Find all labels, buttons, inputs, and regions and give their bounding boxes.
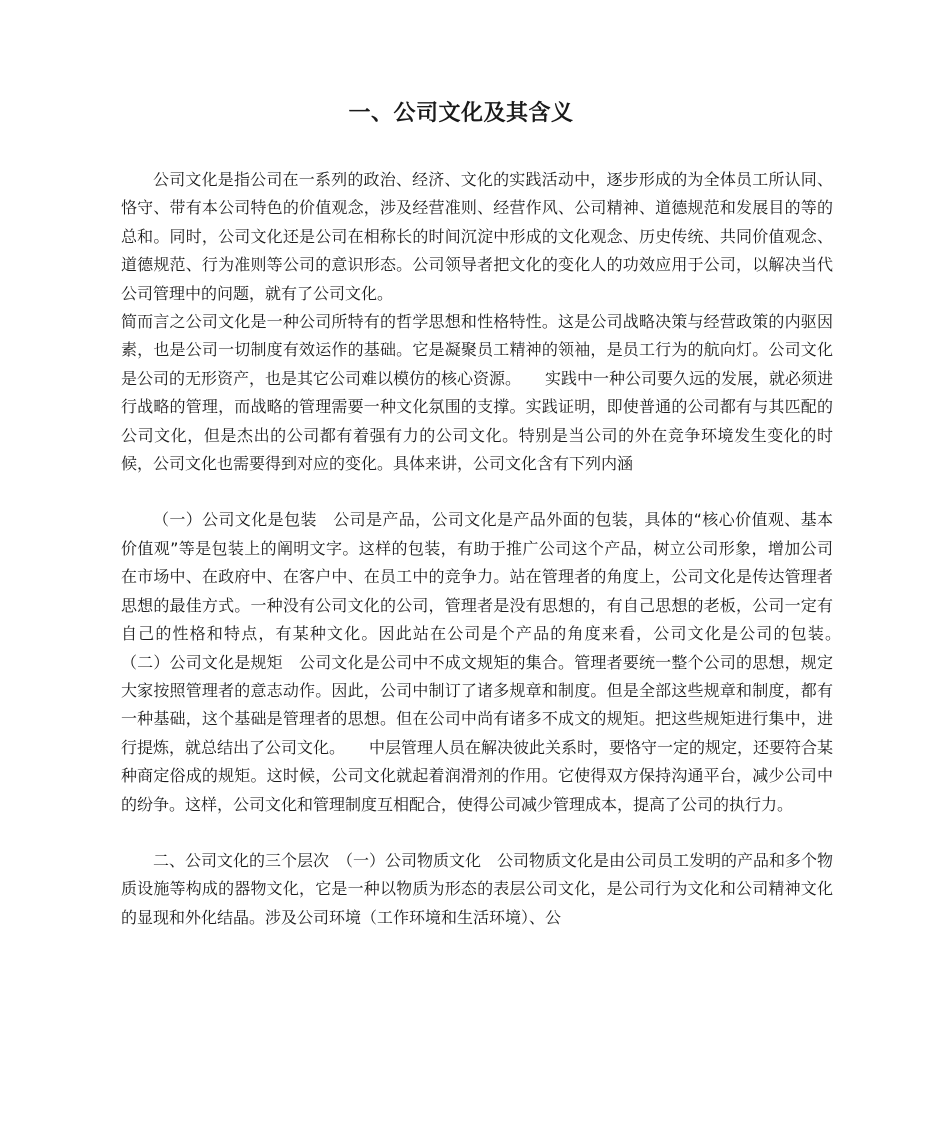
- document-title: 一、公司文化及其含义: [348, 101, 574, 126]
- paragraph-summary: 简而言之公司文化是一种公司所特有的哲学思想和性格特性。这是公司战略决策与经营政策的内驱因素，也是公司一切制度有效运作的基础。它是凝聚员工精神的领袖，是员工行为的航向灯。公司文化是公司的无形资产，也是其它公司难以模仿的核心资源。 实践中一种公司要久远的发展，就必须进行战略的管理，而战略的管理需要一种文化氛围的支撑。实践证明，即使普通的公司都有与其匹配的公司文化，但是杰出的公司都有着强有力的公司文化。特别是当公司的外在竞争环境发生变化的时候，公司文化也需要得到对应的变化。具体来讲，公司文化含有下列内涵: [121, 312, 834, 474]
- document-body: [121, 166, 866, 932]
- paragraph-definition: 公司文化是指公司在一系列的政治、经济、文化的实践活动中，逐步形成的为全体员工所认同、恪守、带有本公司特色的价值观念，涉及经营准则、经营作风、公司精神、道德规范和发展目的等的总和。同时，公司文化还是公司在相称长的时间沉淀中形成的文化观念、历史传统、共同价值观念、道德规范、行为准则等公司的意识形态。公司领导者把文化的变化人的功效应用于公司，以解决当代公司管理中的问题，就有了公司文化。: [121, 170, 833, 303]
- paragraph-three-levels: 二、公司文化的三个层次 （一）公司物质文化 公司物质文化是由公司员工发明的产品和多个物质设施等构成的器物文化，它是一种以物质为形态的表层公司文化，是公司行为文化和公司精神文化的显现和外化结晶。涉及公司环境（工作环境和生活环境）、公: [121, 850, 834, 927]
- paragraph-connotations: （一）公司文化是包装 公司是产品，公司文化是产品外面的包装，具体的“核心价值观、基本价值观”等是包装上的阐明文字。这样的包装，有助于推广公司这个产品，树立公司形象，增加公司在市场中、在政府中、在客户中、在员工中的竞争力。站在管理者的角度上，公司文化是传达管理者思想的最佳方式。一种没有公司文化的公司，管理者是没有思想的，有自己思想的老板，公司一定有自己的性格和特点，有某种文化。因此站在公司是个产品的角度来看，公司文化是公司的包装。 （二）公司文化是规矩 公司文化是公司中不成文规矩的集合。管理者要统一整个公司的思想，规定大家按照管理者的意志动作。因此，公司中制订了诸多规章和制度。但是全部这些规章和制度，都有一种基础，这个基础是管理者的思想。但在公司中尚有诸多不成文的规矩。把这些规矩进行集中，进行提炼，就总结出了公司文化。 中层管理人员在解决彼此关系时，要恪守一定的规定，还要符合某种商定俗成的规矩。这时候，公司文化就起着润滑剂的作用。它使得双方保持沟通平台，减少公司中的纷争。这样，公司文化和管理制度互相配合，使得公司减少管理成本，提高了公司的执行力。: [121, 510, 866, 814]
